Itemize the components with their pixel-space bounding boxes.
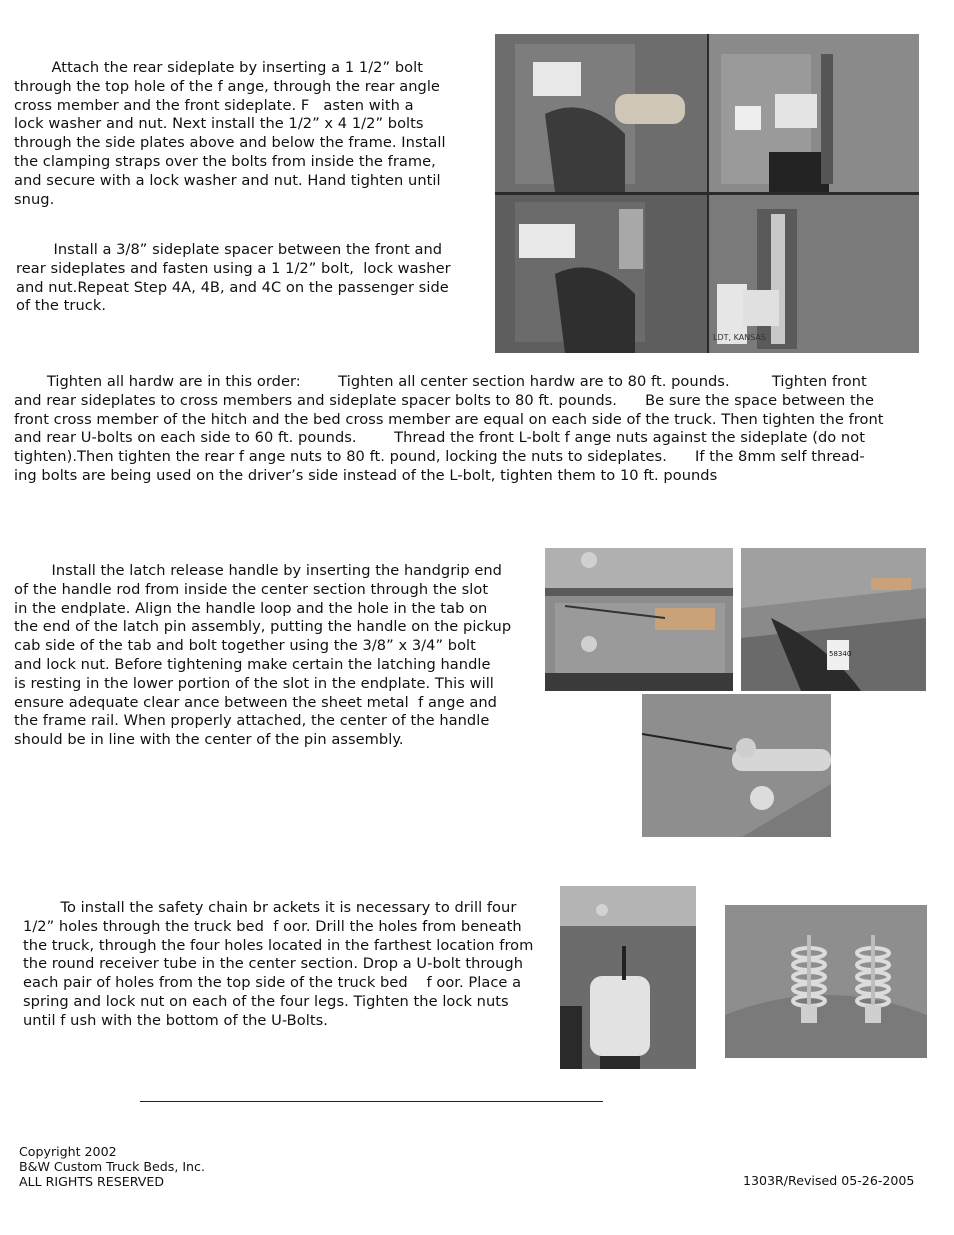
- step-spacer-text: Install a 3/8” sideplate spacer between the front and rear sideplates and fasten using a 1 1/2” bolt, lock washer and nut.Repeat Step 4A, 4B, and 4C on the passenger side of the truck.: [16, 241, 451, 315]
- copyright-line-1: Copyright 2002: [19, 1144, 117, 1159]
- step-latch-text: Install the latch release handle by inserting the handgrip end of the handle rod from inside the center section through the slot in the endplate. Align the handle loop and the hole in the tab on the end of the latch pin assembly, putting the handle on the pickup cab side of the tab and bolt together using the 3/8” x 3/4” bolt and lock nut. Before tightening make certain the latching handle is resting in the lower portion of the slot in the endplate. This will ensure adequate clear ance between the sheet metal f ange and the frame rail. When properly attached, the center of the handle should be in line with the center of the pin assembly.: [14, 562, 512, 749]
- latch-photo-1: [545, 548, 733, 691]
- step-tighten-text: Tighten all hardw are in this order: Tighten all center section hardw are to 80 ft. pounds. Tighten front and rear sideplates to cross members and sideplate spacer bolts to 80 ft. pounds. Be sure the space between the front cross member of the hitch and the bed cross member are equal on each side of the truck. Then tighten the front and rear U-bolts on each side to 60 ft. pounds. Thread the front L-bolt f ange nuts against the sideplate (do not tighten).Then tighten the rear f ange nuts to 80 ft. pound, locking the nuts to sideplates. If the 8mm self thread- ing bolts are being used on the driver’s side instead of the L-bolt, tighten them to 10 ft. pounds: [14, 373, 884, 484]
- step-safety-chain-text: To install the safety chain br ackets it is necessary to drill four 1/2” holes through the truck bed f oor. Drill the holes from beneath the truck, through the four holes located in the farthest location from the round receiver tube in the center section. Drop a U-bolt through each pair of holes from the top side of the truck bed f oor. Place a spring and lock nut on each of the four legs. Tighten the lock nuts until f ush with the bottom of the U-Bolts.: [23, 899, 534, 1029]
- latch-photo-3: [642, 694, 831, 837]
- step-rear-sideplate-text: Attach the rear sideplate by inserting a 1 1/2” bolt through the top hole of the f ange, through the rear angle cross member and the front sideplate. F asten with a lock washer and nut. Next install the 1/2” x 4 1/2” bolts through the side plates above and below the frame. Install the clamping straps over the bolts from inside the frame, and secure with a lock washer and nut. Hand tighten until snug.: [14, 59, 446, 208]
- photo-decal-label: 58340: [829, 650, 852, 658]
- photo-kansas-label: LDT, KANSAS: [713, 333, 766, 342]
- latch-photo-2: [741, 548, 926, 691]
- divider-rule: [140, 1101, 603, 1102]
- spring-u-bolt-photo: [725, 905, 927, 1058]
- copyright-line-2: B&W Custom Truck Beds, Inc.: [19, 1159, 205, 1174]
- sideplate-photo-grid: [495, 34, 919, 353]
- drill-photo: [560, 886, 696, 1069]
- copyright-line-3: ALL RIGHTS RESERVED: [19, 1174, 165, 1189]
- document-number: 1303R/Revised 05-26-2005: [743, 1173, 915, 1188]
